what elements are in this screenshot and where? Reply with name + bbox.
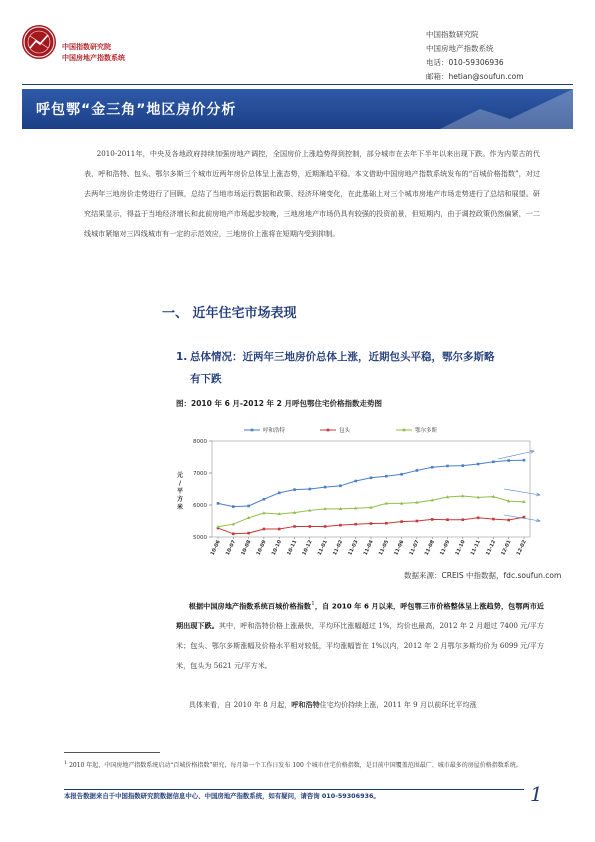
series-point (232, 505, 235, 508)
series-point (309, 525, 312, 528)
page-number: 1 (530, 782, 543, 806)
footnote-mark: 1 (64, 760, 68, 766)
series-point (446, 465, 449, 468)
section-heading: 一、 近年住宅市场表现 (162, 306, 297, 321)
series-point (293, 525, 296, 528)
series-point (354, 523, 357, 526)
series-point (293, 488, 296, 491)
x-tick-label: 10-10 (270, 539, 284, 557)
x-tick-label: 12-01 (500, 539, 513, 557)
series-point (462, 464, 465, 467)
x-tick-label: 11-01 (316, 539, 329, 557)
series-point (370, 522, 373, 525)
intro-paragraph (84, 144, 540, 244)
series-point (354, 480, 357, 483)
series-point (263, 498, 266, 501)
page-title: 呼包鄂“金三角”地区房价分析 (36, 102, 237, 118)
series-point (416, 520, 419, 523)
contact-line: 中国房地产指数系统 (426, 44, 494, 53)
legend-label: 呼和浩特 (263, 428, 286, 434)
chart-source: 数据来源：CREIS 中指数据，fdc.soufun.com (404, 571, 562, 580)
y-axis-label-char: 方 (176, 496, 184, 503)
series-point (507, 459, 510, 462)
header-rule (22, 84, 573, 85)
series-point (400, 473, 403, 476)
series-point (523, 459, 526, 462)
para2-text: 其中，呼和浩特价格上涨最快，平均环比涨幅超过 1%，均价也最高，2012 年 2 月超过 7400 元/平方米；包头、鄂尔多斯涨幅及价格水平相对较低，平均涨幅皆在 1%以内，2012 年 2 月鄂尔多斯均价为 6099 元/平方米，包头为 5621 元/平方米。 (176, 621, 544, 671)
x-tick-label: 11-06 (393, 539, 406, 557)
banner-decoration (440, 89, 573, 129)
analysis-paragraph (176, 594, 544, 676)
series-point (263, 528, 266, 531)
series-point (446, 518, 449, 521)
y-axis-label-char: 米 (176, 504, 184, 511)
footnote (64, 758, 544, 771)
x-tick-label: 10-11 (286, 539, 299, 557)
price-index-chart (168, 425, 548, 573)
org-name-line1: 中国指数研究院 (62, 43, 111, 51)
intro-text: 2010-2011年，中央及各地政府持续加强房地产调控，全国房价上涨趋势得到控制，部分城市在去年下半年以来出现下跌。作为内蒙古的代表，呼和浩特、包头、鄂尔多斯三个城市近两年房价总体呈上涨态势，近期渐趋平稳。本文借助中国房地产指数系统发布的“百城价格指数”，对过去两年三地房价走势进行了回顾，总结了当地市场运行数据和政策、经济环境变化，在此基础上对三个城市房地产市场走势进行了总结和展望。研究结果显示，得益于当地经济增长和此前房地产市场起步较晚，三地房地产市场仍具有较强的投资前景，但短期内，由于调控政策仍然偏紧，一二线城市紧缩对三四线城市有一定的示范效应，三地房价上涨将在短期内受到抑制。 (84, 149, 540, 238)
x-tick-label: 11-07 (408, 539, 421, 557)
x-tick-label: 12-02 (515, 539, 528, 557)
footnote-ref: 1 (311, 601, 315, 607)
series-point (309, 488, 312, 491)
x-tick-label: 10-07 (224, 539, 238, 557)
y-tick-label: 5000 (193, 535, 207, 541)
legend-label: 包头 (339, 428, 351, 434)
y-axis-label-char: 元 (176, 472, 184, 479)
series-point (370, 477, 373, 480)
legend-label: 鄂尔多斯 (415, 428, 438, 434)
detail-paragraph (176, 695, 544, 715)
x-tick-label: 11-09 (439, 539, 452, 557)
series-point (247, 532, 250, 535)
series-point (217, 502, 220, 505)
series-point (278, 492, 281, 495)
x-tick-label: 11-10 (454, 539, 467, 557)
subsection-number: 1. (176, 351, 188, 363)
para2-bold-b: ，自 2010 年 6 月以来，呼包鄂三市价格整体呈上涨趋势，包鄂两市近期出现下跌。 (176, 601, 545, 631)
para2-bold-a: 根据中国房地产指数系统百城价格指数 (188, 601, 312, 611)
para3-bold: 呼和浩特 (291, 700, 320, 709)
series-point (492, 461, 495, 464)
contact-block (426, 28, 524, 84)
footnote-rule (64, 752, 160, 753)
x-tick-label: 11-02 (332, 539, 345, 557)
series-point (400, 520, 403, 523)
x-tick-label: 10-06 (209, 539, 222, 557)
y-axis-label-char: / (178, 480, 182, 487)
x-tick-label: 11-08 (423, 539, 437, 557)
series-point (385, 522, 388, 525)
contact-line: 中国指数研究院 (426, 30, 479, 39)
series-point (385, 475, 388, 478)
subsection-heading (176, 346, 556, 390)
figure-title: 图：2010 年 6 月-2012 年 2 月呼包鄂住宅价格指数走势图 (176, 399, 382, 408)
footnote-text: 2010 年起，中国房地产指数系统启动“百城价格指数”研究，每月第一个工作日发布 100 个城市住宅价格指数，是目前中国覆盖范围最广、城市最多的房屋价格指数系统。 (69, 762, 522, 769)
subsection-line2: 有下跌 (190, 373, 222, 385)
institute-logo (22, 25, 56, 59)
x-tick-label: 11-03 (347, 539, 360, 557)
series-point (431, 466, 434, 469)
subsection-line1: 总体情况：近两年三地房价总体上涨，近期包头平稳，鄂尔多斯略 (190, 351, 495, 363)
legend-marker (403, 429, 406, 432)
x-tick-label: 10-09 (255, 539, 268, 557)
series-point (431, 518, 434, 521)
y-axis-label-char: 平 (176, 488, 184, 495)
x-tick-label: 11-05 (377, 539, 391, 557)
series-point (507, 519, 510, 522)
para3-text-b: 住宅均价持续上涨，2011 年 9 月以前环比平均涨 (319, 700, 477, 709)
x-tick-label: 11-12 (485, 539, 498, 557)
series-point (324, 486, 327, 489)
series-point (462, 518, 465, 521)
legend-marker (327, 429, 330, 432)
y-tick-label: 6000 (193, 503, 207, 509)
x-tick-label: 10-12 (301, 539, 314, 557)
para3-text-a: 具体来看，自 2010 年 8 月起， (188, 700, 292, 709)
contact-phone: 电话：010-59306936 (426, 58, 504, 67)
org-name-line2: 中国房地产指数系统 (62, 54, 125, 62)
series-point (339, 524, 342, 527)
x-tick-label: 11-11 (469, 539, 482, 557)
y-tick-label: 7000 (193, 471, 207, 477)
series-point (477, 517, 480, 520)
legend-marker (251, 429, 254, 432)
footer-rule (64, 789, 524, 790)
footer-note: 本报告数据来自于中国指数研究院数据信息中心、中国房地产指数系统，如有疑问，请咨询 010-59306936。 (64, 792, 380, 800)
series-point (324, 525, 327, 528)
x-tick-label: 11-04 (362, 539, 375, 557)
series-point (339, 485, 342, 488)
series-point (477, 463, 480, 466)
contact-email: 邮箱：hetian@soufun.com (426, 72, 524, 81)
series-point (492, 518, 495, 521)
series-point (232, 533, 235, 536)
series-point (278, 528, 281, 531)
series-point (416, 469, 419, 472)
y-tick-label: 8000 (193, 439, 207, 445)
series-point (247, 505, 250, 508)
x-tick-label: 10-08 (240, 539, 253, 557)
